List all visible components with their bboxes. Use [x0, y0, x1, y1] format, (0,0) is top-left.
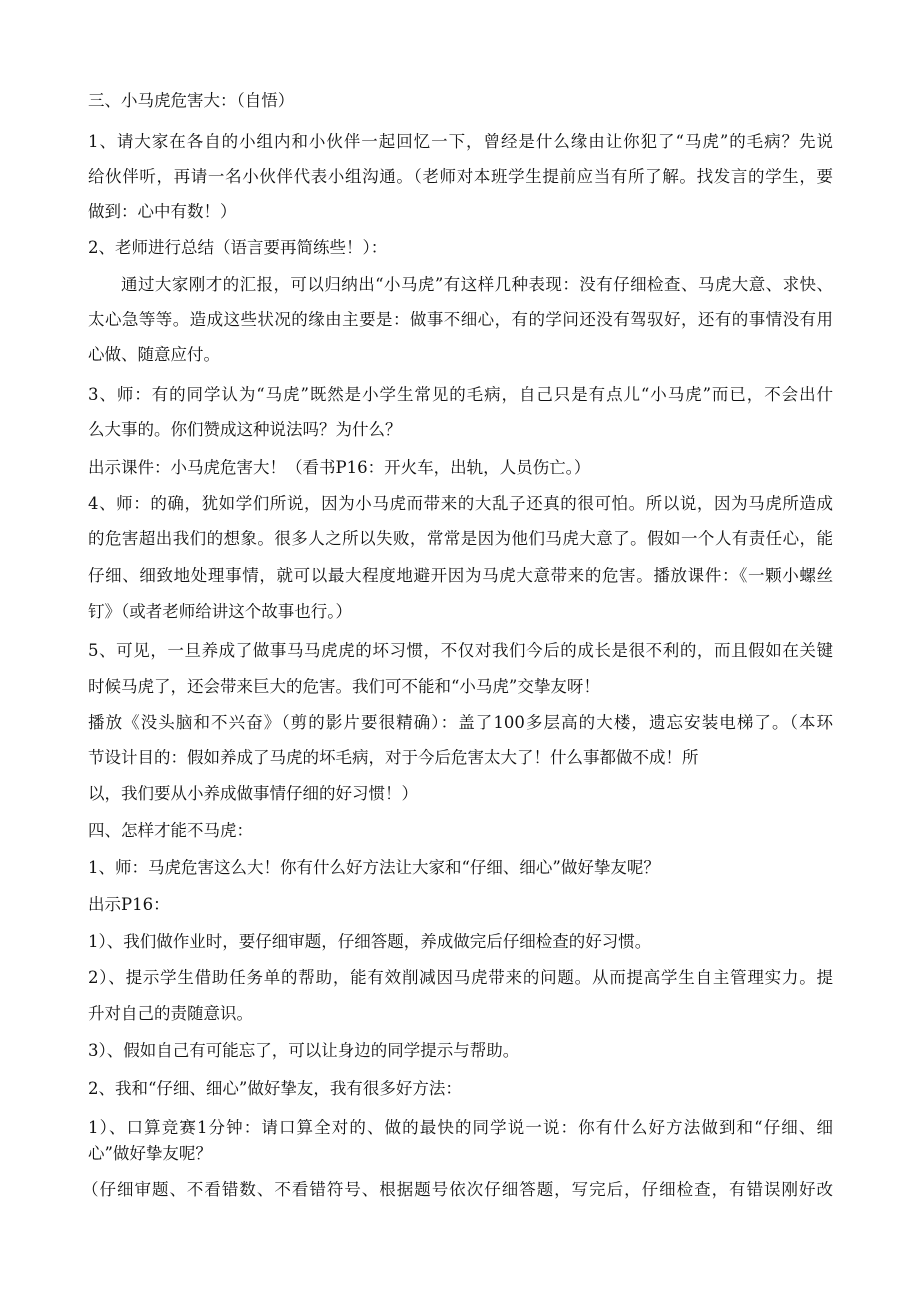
text-line: 播放《没头脑和不兴奋》（剪的影片要很精确）：盖了100多层高的大楼，遗忘安装电梯了。（本环: [88, 713, 833, 732]
text-line: 1、师：马虎危害这么大！你有什么好方法让大家和“仔细、细心”做好挚友呢？: [88, 858, 660, 877]
text-line: 出示课件：小马虎危害大！（看书P16：开火车，出轨，人员伤亡。）: [88, 458, 591, 477]
text-line: 通过大家刚才的汇报，可以归纳出“小马虎”有这样几种表现：没有仔细检查、马虎大意、求快、: [121, 275, 833, 294]
text-line: 1）、口算竞赛1分钟：请口算全对的、做的最快的同学说一说：你有什么好方法做到和“仔细、细: [88, 1118, 833, 1137]
text-line: 4、师：的确，犹如学们所说，因为小马虎而带来的大乱子还真的很可怕。所以说，因为马虎所造成: [88, 494, 833, 513]
text-line: 2、老师进行总结（语言要再简练些！）：: [88, 238, 388, 257]
text-line: 3、师：有的同学认为“马虎”既然是小学生常见的毛病，自己只是有点儿“小马虎”而已，不会出什: [88, 385, 833, 404]
text-line: 心”做好挚友呢？: [88, 1144, 212, 1163]
text-line: 1）、我们做作业时，要仔细审题，仔细答题，养成做完后仔细检查的好习惯。: [88, 932, 652, 951]
text-line: 1、请大家在各自的小组内和小伙伴一起回忆一下，曾经是什么缘由让你犯了“马虎”的毛病？先说: [88, 132, 833, 151]
text-line: 2）、提示学生借助任务单的帮助，能有效削减因马虎带来的问题。从而提高学生自主管理实力。提: [88, 968, 833, 987]
text-line: 升对自己的责随意识。: [88, 1004, 253, 1023]
heading-section-4: 四、怎样才能不马虎：: [88, 821, 253, 840]
text-line: 2、我和“仔细、细心”做好挚友，我有很多好方法：: [88, 1079, 462, 1098]
text-line: 给伙伴听，再请一名小伙伴代表小组沟通。（老师对本班学生提前应当有所了解。找发言的学生，要: [88, 167, 833, 186]
text-line: 仔细、细致地处理事情，就可以最大程度地避开因为马虎大意带来的危害。播放课件：《一颗小螺丝: [88, 566, 833, 585]
text-line: （仔细审题、不看错数、不看错符号、根据题号依次仔细答题，写完后，仔细检查，有错误刚好改: [82, 1180, 833, 1199]
text-line: 时候马虎了，还会带来巨大的危害。我们可不能和“小马虎”交挚友呀！: [88, 677, 600, 696]
text-line: 心做、随意应付。: [88, 345, 220, 364]
text-line: 3）、假如自己有可能忘了，可以让身边的同学提示与帮助。: [88, 1041, 520, 1060]
text-line: 做到：心中有数！）: [88, 202, 237, 221]
text-line: 太心急等等。造成这些状况的缘由主要是：做事不细心，有的学问还没有驾驭好，还有的事情没有用: [88, 310, 833, 329]
heading-section-3: 三、小马虎危害大：（自悟）: [88, 91, 295, 110]
text-line: 节设计目的：假如养成了马虎的坏毛病，对于今后危害太大了！什么事都做不成！所: [88, 748, 699, 767]
text-line: 么大事的。你们赞成这种说法吗？为什么？: [88, 420, 402, 439]
text-line: 钉》（或者老师给讲这个故事也行。）: [88, 602, 352, 621]
text-line: 5、可见，一旦养成了做事马马虎虎的坏习惯，不仅对我们今后的成长是很不利的，而且假如在关键: [88, 641, 833, 660]
text-line: 的危害超出我们的想象。很多人之所以失败，常常是因为他们马虎大意了。假如一个人有责任心，能: [88, 529, 833, 548]
text-line: 出示P16：: [88, 895, 170, 914]
text-line: 以，我们要从小养成做事情仔细的好习惯！）: [88, 784, 418, 803]
